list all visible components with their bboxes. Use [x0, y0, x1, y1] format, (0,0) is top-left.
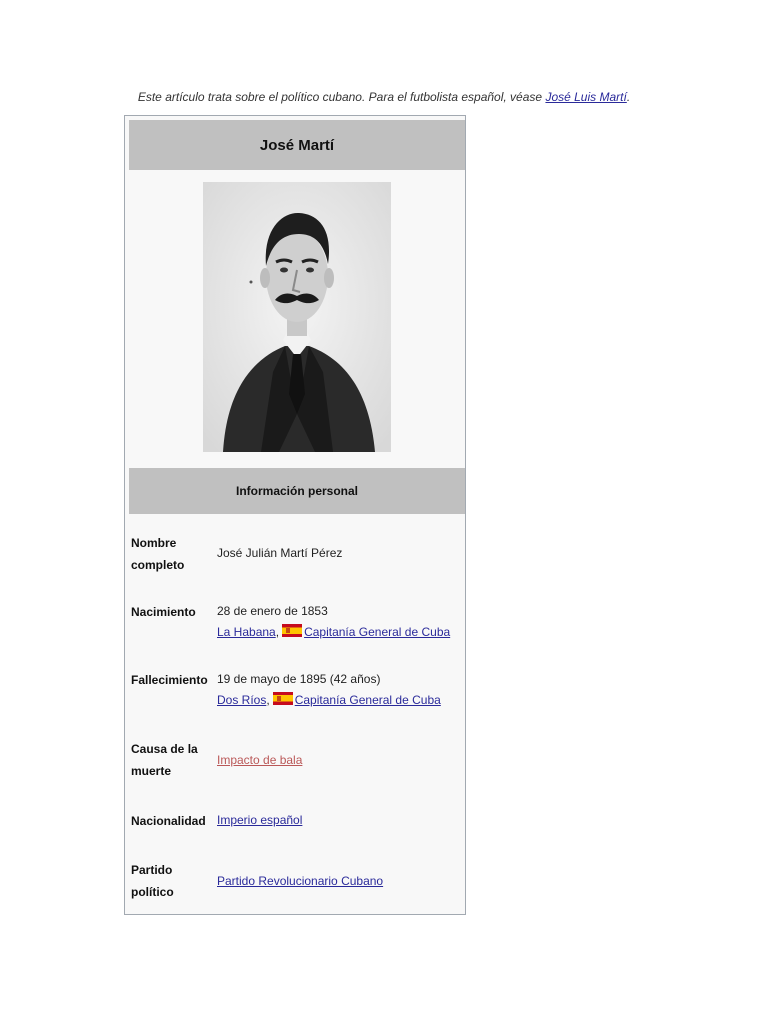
hatnote-link-jose-luis-marti[interactable]: José Luis Martí — [545, 90, 627, 104]
link-la-habana[interactable]: La Habana — [217, 625, 276, 639]
value-fallecimiento — [217, 669, 467, 711]
section-header-informacion-personal: Información personal — [129, 468, 465, 514]
separator: , — [275, 625, 280, 639]
death-date: 19 de mayo de 1895 (42 años) — [217, 672, 381, 686]
link-imperio-espanol[interactable]: Imperio español — [217, 813, 303, 827]
label-line-1: Partido — [131, 863, 173, 877]
hatnote — [0, 90, 768, 104]
death-place — [217, 690, 467, 711]
birth-place — [217, 622, 467, 643]
label-line-1: Nombre — [131, 536, 177, 550]
birth-date: 28 de enero de 1853 — [217, 604, 328, 618]
infobox-title: José Martí — [129, 120, 465, 170]
link-partido-revolucionario-cubano[interactable]: Partido Revolucionario Cubano — [217, 874, 384, 888]
hatnote-end: . — [626, 90, 631, 104]
label-line-2: muerte — [131, 764, 172, 778]
link-capitania-general-de-cuba[interactable]: Capitanía General de Cuba — [304, 625, 451, 639]
spain-flag-icon[interactable] — [273, 692, 293, 705]
portrait-image[interactable] — [203, 182, 391, 452]
value-causa-de-la-muerte — [217, 750, 467, 771]
label-nombre-completo — [131, 532, 211, 576]
value-nombre-completo: José Julián Martí Pérez — [217, 546, 343, 560]
link-dos-rios[interactable]: Dos Ríos — [217, 693, 267, 707]
label-fallecimiento: Fallecimiento — [131, 673, 208, 687]
infobox — [124, 115, 466, 915]
label-line-2: político — [131, 885, 174, 899]
label-nacimiento: Nacimiento — [131, 605, 196, 619]
hatnote-text: Este artículo trata sobre el político cubano. Para el futbolista español, véase — [137, 90, 543, 104]
spain-flag-icon[interactable] — [282, 624, 302, 637]
link-impacto-de-bala[interactable]: Impacto de bala — [217, 753, 303, 767]
value-nacionalidad — [217, 810, 467, 831]
link-capitania-general-de-cuba-2[interactable]: Capitanía General de Cuba — [294, 693, 441, 707]
label-causa-de-la-muerte — [131, 738, 211, 782]
label-nacionalidad: Nacionalidad — [131, 814, 206, 828]
value-partido-politico — [217, 871, 467, 892]
label-partido-politico — [131, 859, 211, 903]
separator: , — [266, 693, 270, 707]
label-line-1: Causa de la — [131, 742, 198, 756]
portrait-drawing — [203, 182, 391, 452]
value-nacimiento — [217, 601, 467, 643]
label-line-2: completo — [131, 558, 185, 572]
